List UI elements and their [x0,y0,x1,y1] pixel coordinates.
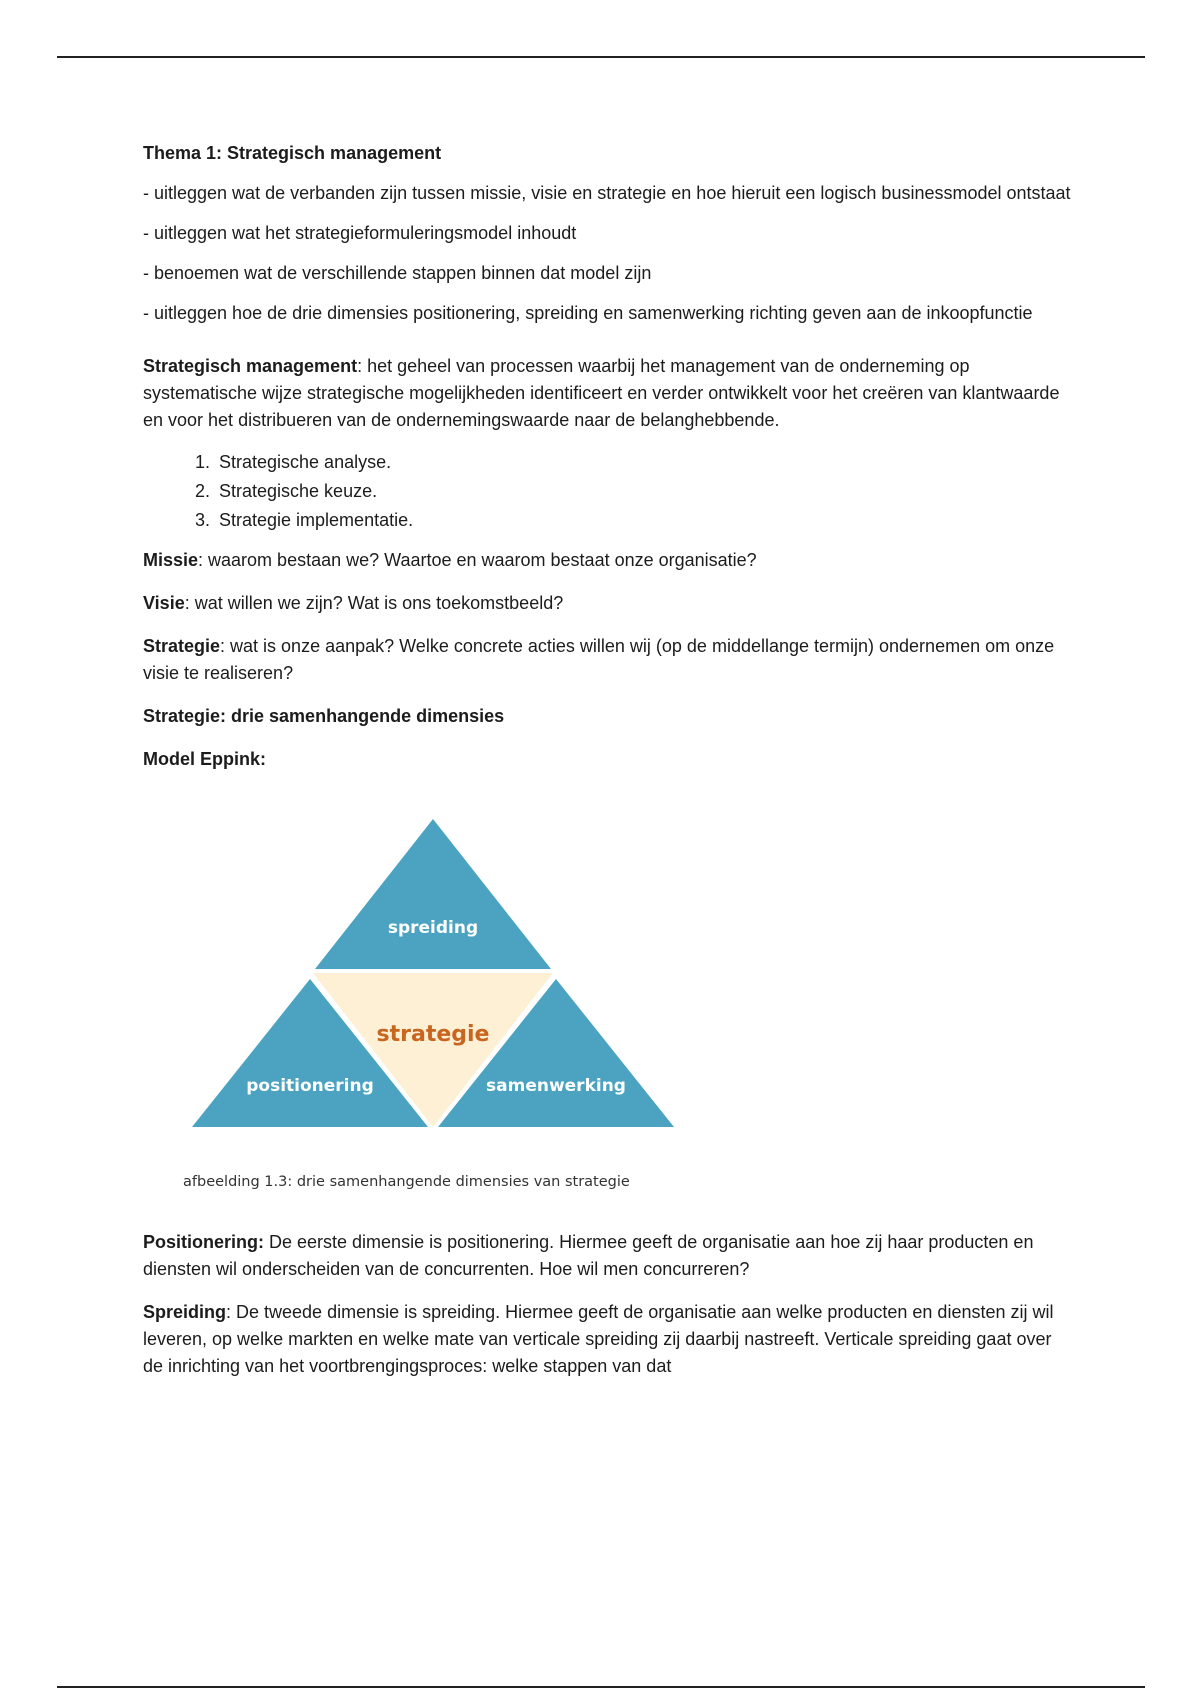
visie-text: : wat willen we zijn? Wat is ons toekomstbeeld? [184,593,564,613]
definition-text: : het geheel van processen waarbij het management van de onderneming op systematische wijze strategische mogelijkheden identificeert en verder ontwikkelt voor het creëren van klantwaarde en voor het distribueren van de ondernemingswaarde naar de belanghebbende. [143,356,1060,430]
model-heading: Model Eppink: [143,749,266,769]
spreiding-label: spreiding [387,918,479,938]
missie-paragraph [143,547,1073,574]
visie-paragraph [143,590,1073,617]
strategie-paragraph [143,633,1073,687]
steps-list [143,448,1073,535]
footer-rule [57,1686,1145,1688]
dimensions-heading: Strategie: drie samenhangende dimensies [143,706,505,726]
positionering-term: Positionering: [143,1232,264,1252]
figure-caption: afbeelding 1.3: drie samenhangende dimensies van strategie [183,1174,630,1190]
document-title: Thema 1: Strategisch management [143,143,442,163]
learning-goal: - benoemen wat de verschillende stappen binnen dat model zijn [143,263,652,283]
spreiding-text: : De tweede dimensie is spreiding. Hiermee geeft de organisatie aan welke producten en diensten zij wil leveren, op welke markten en welke mate van verticale spreiding zij daarbij nastreeft. Verticale spreiding gaat over de inrichting van het voortbrengingsproces: welke stappen van dat [143,1302,1054,1376]
positionering-paragraph [143,1229,1073,1283]
spreiding-term: Spreiding [143,1302,227,1322]
learning-goal: - uitleggen wat het strategieformuleringsmodel inhoudt [143,223,577,243]
learning-goal: - uitleggen hoe de drie dimensies positionering, spreiding en samenwerking richting geven aan de inkoopfunctie [143,303,1033,323]
eppink-model-figure [183,809,703,1199]
missie-term: Missie [143,550,199,570]
definition-paragraph [143,353,1073,434]
samenwerking-label: samenwerking [486,1076,626,1096]
top-triangle [315,819,551,969]
header-rule [57,56,1145,58]
triangle-diagram [183,809,703,1169]
definition-term: Strategisch management [143,356,358,376]
spreiding-paragraph [143,1299,1073,1380]
strategie-label: strategie [376,1022,490,1047]
missie-text: : waarom bestaan we? Waartoe en waarom bestaat onze organisatie? [198,550,757,570]
learning-goal: - uitleggen wat de verbanden zijn tussen missie, visie en strategie en hoe hieruit een logisch businessmodel ontstaat [143,183,1071,203]
list-item: 3. Strategie implementatie. [215,506,1073,535]
positionering-text: De eerste dimensie is positionering. Hiermee geeft de organisatie aan hoe zij haar producten en diensten wil onderscheiden van de concurrenten. Hoe wil men concurreren? [143,1232,1034,1279]
document-body [143,140,1073,1396]
visie-term: Visie [143,593,185,613]
list-item: 2. Strategische keuze. [215,477,1073,506]
list-item: 1. Strategische analyse. [215,448,1073,477]
positionering-label: positionering [246,1076,374,1096]
strategie-term: Strategie [143,636,221,656]
strategie-text: : wat is onze aanpak? Welke concrete acties willen wij (op de middellange termijn) ondernemen om onze visie te realiseren? [143,636,1055,683]
